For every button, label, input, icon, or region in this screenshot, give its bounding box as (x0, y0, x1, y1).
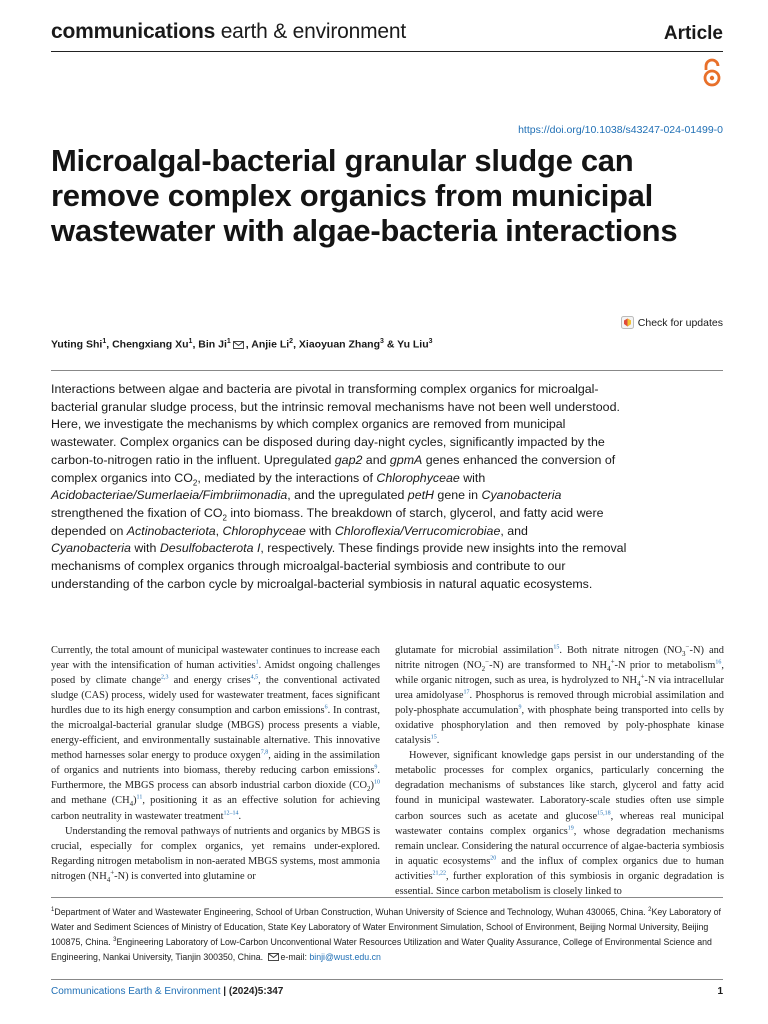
author-affiliation: 3 (428, 338, 433, 345)
body-column-left (51, 643, 380, 884)
abstract-text: , respectively. These findings provide new insights into the removal mechanisms of complex organics through microalgal-bacterial symbiosis and contribute to our understanding of the carbon cycle by microalgal-bacterial symbiosis in natural aquatic ecosystems. (51, 541, 627, 591)
author-affiliation: 1 (226, 338, 231, 345)
reference-link[interactable]: 19 (567, 825, 574, 832)
taxon-name: Chlorophyceae (222, 523, 306, 538)
body-paragraph: Understanding the removal pathways of nutrients and organics by MBGS is crucial, especially for complex organics, yet remains under-explored. Regarding nitrogen metabolism in non-aerated MBGS systems, most ammonia nitrogen $(NH_4^+-N)$ is converted into glutamine or (51, 825, 380, 884)
affiliation-number: 1 (51, 907, 55, 914)
email-icon[interactable] (233, 341, 244, 349)
abstract (51, 381, 631, 593)
doi-link[interactable]: https://doi.org/10.1038/s43247-024-01499-0 (518, 124, 723, 136)
abstract-text: into biomass. The breakdown of starch, glycerol, and fatty acid were depended on (51, 505, 604, 538)
abstract-text: , and (500, 523, 528, 538)
author-name[interactable]: Bin Ji (198, 338, 227, 351)
reference-link[interactable]: 17 (463, 689, 470, 696)
affiliation-number: 2 (648, 907, 652, 914)
affiliation-text: Department of Water and Wastewater Engineering, School of Urban Construction, Wuhan University of Science and Technology, Wuhan 430065, China. (54, 907, 649, 917)
taxon-name: Cyanobacteria (51, 541, 131, 556)
reference-link[interactable]: 20 (490, 855, 497, 862)
gene-name: petH (407, 488, 434, 503)
check-for-updates-icon (621, 316, 634, 329)
reference-link[interactable]: 15 (553, 644, 560, 651)
affiliation-number: 3 (113, 937, 117, 944)
open-access-icon (701, 58, 723, 88)
abstract-text: , and the upregulated (287, 488, 408, 503)
reference-link[interactable]: 6 (324, 704, 328, 711)
abstract-text: with (130, 541, 160, 556)
abstract-text: , mediated by the interactions of (197, 470, 377, 485)
gene-name: gap2 (334, 452, 363, 467)
affiliation-text: Key Laboratory of Water and Sediment Sciences of Ministry of Education, State Key Laboratory of Water Environment Simulation, School of Environment, Beijing Normal University, Beijing 100875, China. (51, 907, 721, 947)
check-for-updates-button[interactable] (621, 316, 723, 329)
affiliations-footnote (51, 905, 723, 965)
abstract-text: , (215, 523, 223, 538)
reference-link[interactable]: 21,22 (432, 870, 447, 877)
taxon-name: Actinobacteriota (126, 523, 216, 538)
author-name[interactable]: Anjie Li (251, 338, 290, 351)
article-title: Microalgal-bacterial granular sludge can remove complex organics from municipal wastewater with algae-bacteria interactions (51, 143, 678, 248)
abstract-text: with (305, 523, 335, 538)
abstract-text: and (362, 452, 390, 467)
body-paragraph: Currently, the total amount of municipal wastewater continues to increase each year with the intensification of human activities$^1$. Amidst ongoing challenges posed by climate change$^{2,3}$ and energy crises$^{4,5}$, the conventional activated sludge (CAS) process, widely used for wastewater treatment, faces significant hurdles due to its high energy consumption and carbon emissions$^6$. In contrast, the microalgal-bacterial granular sludge (MBGS) process presents a viable, energy-efficient, and environmentally sustainable alternative. This innovative method harnesses solar energy to produce oxygen$^{7,8}$, aiding in the assimilation of organics and nutrients into biomass, thereby reducing carbon emissions$^9$. Furthermore, the MBGS process can absorb industrial carbon dioxide $(CO_2)^{10}$ and methane $(CH_4)^{11}$, positioning it as an effective solution for achieving carbon neutrality in wastewater treatment$^{12-14}$. (51, 645, 380, 822)
taxon-name: Acidobacteriae/Sumerlaeia/Fimbriimonadia (51, 488, 288, 503)
subscript: 2 (222, 513, 227, 523)
taxon-name: Cyanobacteria (481, 488, 562, 503)
author-name[interactable]: Chengxiang Xu (112, 338, 189, 351)
footer-rule (51, 979, 723, 980)
gene-name: gpmA (389, 452, 423, 467)
article-type-label: Article (663, 23, 723, 44)
footer-separator: | (220, 986, 229, 997)
author-list: Yuting Shi$^1$, Chengxiang Xu$^1$, Bin Ji$^1$ , Anjie Li$^2$, Xiaoyuan Zhang$^3$ & Yu Liu$^3$ (51, 338, 433, 351)
reference-link[interactable]: 7,8 (260, 749, 269, 756)
taxon-name: Desulfobacterota I (159, 541, 261, 556)
abstract-text: Interactions between algae and bacteria are pivotal in transforming complex organics for microalgal-bacterial granular sludge process, but the intrinsic removal mechanisms have not been well understood. Here, we investigate the mechanisms by which complex organics are removed from municipal wastewater. Complex organics can be disposed during day-night cycles, significantly impacted by the carbon-to-nitrogen ratio in the influent. Upregulated (51, 382, 620, 467)
email-label: e-mail: (280, 952, 310, 962)
affiliation-text: Engineering Laboratory of Low-Carbon Unconventional Water Resources Utilization and Water Quality Assurance, College of Environmental Science and Engineering, Nankai University, Tianjin 300350, China. (51, 937, 712, 962)
email-link[interactable]: binji@wust.edu.cn (309, 952, 381, 962)
author-name[interactable]: Yuting Shi (51, 338, 103, 351)
abstract-rule (51, 370, 723, 371)
author-affiliation: 1 (102, 338, 107, 345)
author-name[interactable]: Yu Liu (397, 338, 429, 351)
journal-name (51, 20, 406, 44)
abstract-text: strengthened the fixation of CO (51, 505, 223, 520)
reference-link[interactable]: 15 (430, 734, 437, 741)
page-number: 1 (717, 986, 723, 997)
reference-link[interactable]: 16 (715, 659, 722, 666)
header-rule (51, 51, 723, 52)
body-paragraph: However, significant knowledge gaps persist in our understanding of the metabolic processes for complex organics, particularly concerning the degradation mechanisms of substances like starch, glycerol and fatty acid found in municipal wastewater. Laboratory-scale studies often use simple carbon sources such as acetate and glucose$^{15,18}$, whereas real municipal wastewater contains complex organics$^{19}$, whose degradation mechanisms remain unclear. Considering the natural occurrence of algae-bacteria symbiosis in aquatic ecosystems$^{20}$ and the influx of complex organics due to human activities$^{21,22}$, further exploration of this symbiosis in organic degradation is essential. Since carbon metabolism is closely linked to (395, 750, 724, 897)
journal-name-rest: earth & environment (215, 20, 406, 43)
body-column-right (395, 643, 724, 899)
taxon-name: Chloroflexia/Verrucomicrobiae (334, 523, 501, 538)
author-name[interactable]: Xiaoyuan Zhang (298, 338, 380, 351)
reference-link[interactable]: 9 (374, 764, 378, 771)
reference-link[interactable]: 11 (136, 795, 143, 801)
reference-link[interactable]: 4,5 (250, 674, 259, 681)
check-for-updates-label: Check for updates (637, 316, 723, 329)
reference-link[interactable]: 15,18 (597, 810, 611, 817)
abstract-text: gene in (433, 488, 482, 503)
subscript: 2 (192, 477, 198, 487)
taxon-name: Chlorophyceae (376, 470, 460, 485)
footer-citation (51, 986, 283, 997)
author-affiliation: 3 (380, 338, 384, 345)
reference-link[interactable]: 12–14 (223, 810, 239, 817)
email-icon (268, 953, 279, 961)
footer-volume: (2024)5:347 (228, 986, 284, 997)
author-affiliation: 1 (188, 338, 193, 345)
reference-link[interactable]: 10 (374, 779, 380, 786)
footer-journal-link[interactable]: Communications Earth & Environment (51, 986, 221, 997)
abstract-text: genes enhanced the conversion of complex organics into CO (51, 452, 616, 485)
author-affiliation: 2 (289, 338, 294, 345)
footnote-rule (51, 897, 723, 898)
body-paragraph: glutamate for microbial assimilation$^{15}$. Both nitrate nitrogen $(NO_3^--N)$ and nitrite nitrogen $(NO_2^--N)$ are transformed to $NH_4^+-N$ prior to metabolism$^{16}$, while organic nitrogen, such as urea, is hydrolyzed to $NH_4^+-N$ via intracellular urea amidolyase$^{17}$. Phosphorus is removed through microbial assimilation and poly-phosphate accumulation$^9$, with phosphate being transported into cells by oxidative phosphorylation and then removed by poly-phosphate kinase catalysis$^{15}$. (395, 642, 724, 747)
journal-name-bold: communications (51, 20, 216, 43)
reference-link[interactable]: 1 (255, 659, 259, 666)
reference-link[interactable]: 9 (518, 704, 522, 711)
reference-link[interactable]: 2,3 (161, 674, 169, 681)
abstract-text: with (459, 470, 486, 485)
